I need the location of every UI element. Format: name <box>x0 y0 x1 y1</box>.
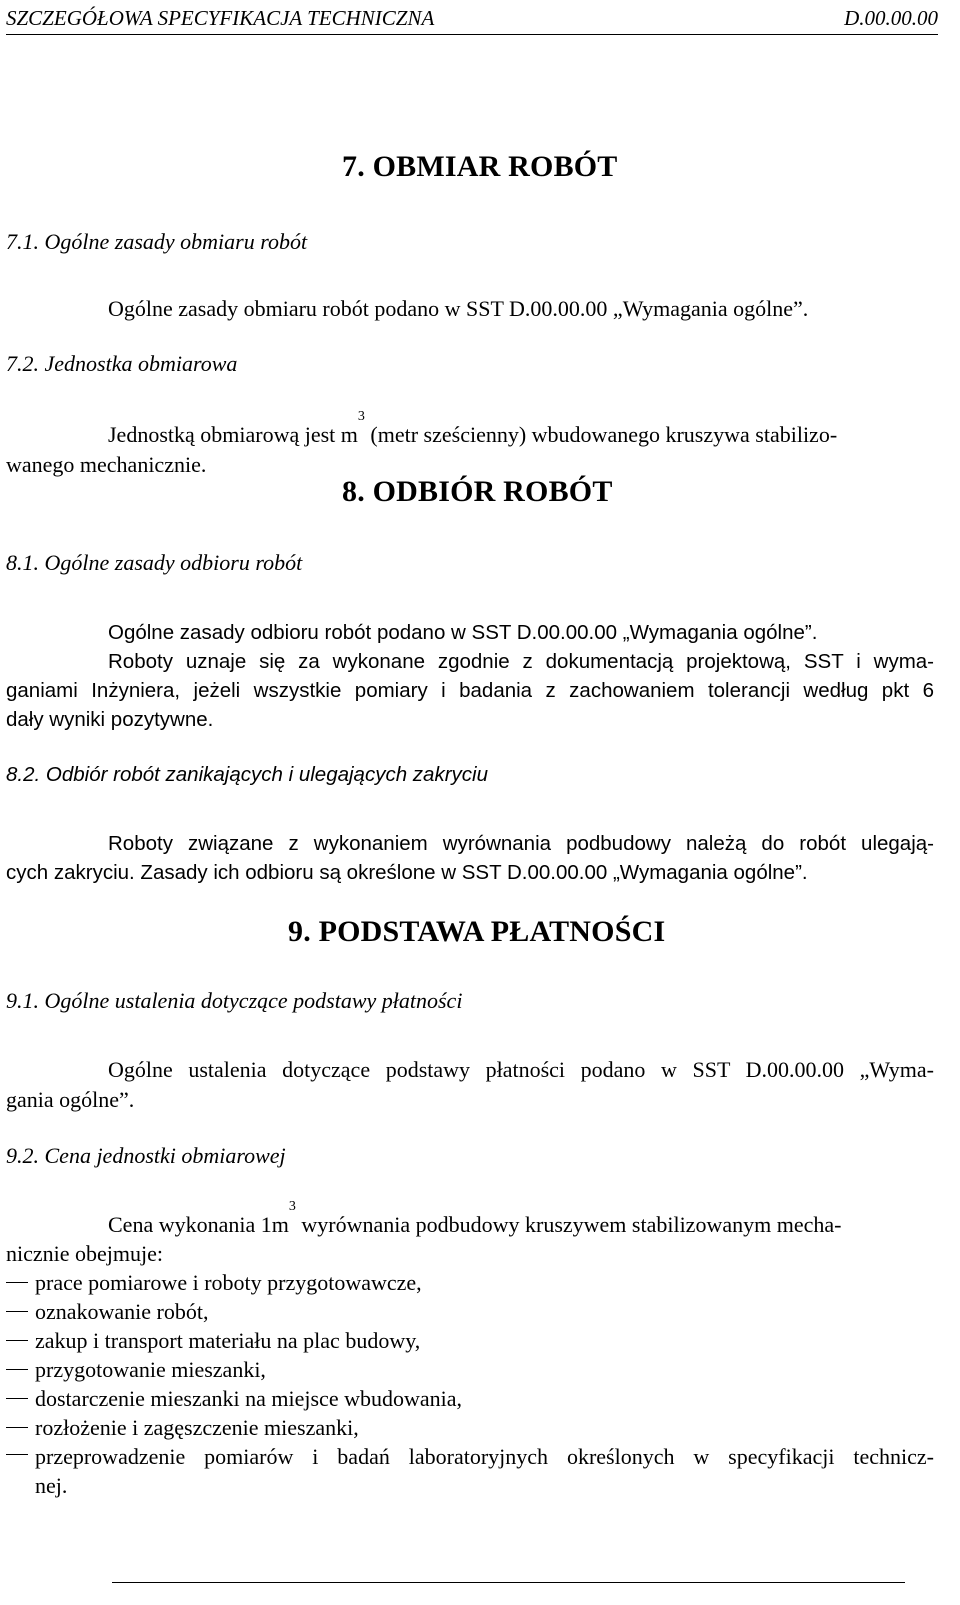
dash-bullet <box>6 1311 28 1312</box>
dash-bullet <box>6 1454 28 1455</box>
section-8-1-line4: dały wyniki pozytywne. <box>6 708 214 731</box>
page-header <box>6 4 938 35</box>
dash-bullet <box>6 1398 28 1399</box>
section-8-1-heading: 8.1. Ogólne zasady odbioru robót <box>6 550 303 575</box>
section-9-2-heading: 9.2. Cena jednostki obmiarowej <box>6 1143 286 1168</box>
list-item: przeprowadzenie pomiarów i badań laboratoryjnych określonych w specyfikacji technicz- <box>6 1442 934 1471</box>
list-item: prace pomiarowe i roboty przygotowawcze, <box>6 1268 422 1297</box>
section-8-2-line2: cych zakryciu. Zasady ich odbioru są określone w SST D.00.00.00 „Wymagania ogólne”. <box>6 861 808 884</box>
section-9-2-line2: nicznie obejmuje: <box>6 1241 163 1266</box>
section-7-2-heading: 7.2. Jednostka obmiarowa <box>6 351 238 376</box>
header-doc-code: D.00.00.00 <box>844 6 938 30</box>
section-7-2-text-line2: wanego mechanicznie. <box>6 452 207 477</box>
section-7-title: 7. OBMIAR ROBÓT <box>342 150 618 183</box>
section-7-1-text: Ogólne zasady obmiaru robót podano w SST D.00.00.00 „Wymagania ogólne”. <box>108 296 809 321</box>
section-7-2-text-line1: Jednostką obmiarową jest $m^3$ (metr sześcienny) wbudowanego kruszywa stabilizo- <box>108 409 838 447</box>
section-7-1-heading: 7.1. Ogólne zasady obmiaru robót <box>6 229 308 254</box>
list-item: przygotowanie mieszanki, <box>6 1355 266 1384</box>
section-9-1-heading: 9.1. Ogólne ustalenia dotyczące podstawy płatności <box>6 988 463 1013</box>
section-8-title: 8. ODBIÓR ROBÓT <box>342 475 613 508</box>
section-8-2-line1: Roboty związane z wykonaniem wyrównania podbudowy należą do robót ulegają- <box>108 832 934 855</box>
section-8-1-line1: Ogólne zasady odbioru robót podano w SST D.00.00.00 „Wymagania ogólne”. <box>108 621 818 644</box>
dash-bullet <box>6 1340 28 1341</box>
list-item: oznakowanie robót, <box>6 1297 209 1326</box>
list-item: dostarczenie mieszanki na miejsce wbudowania, <box>6 1384 462 1413</box>
section-9-1-line1: Ogólne ustalenia dotyczące podstawy płatności podano w SST D.00.00.00 „Wyma- <box>108 1057 934 1082</box>
section-9-2-line1: Cena wykonania $1m^3$ wyrównania podbudowy kruszywem stabilizowanym mecha- <box>108 1199 842 1237</box>
header-title: SZCZEGÓŁOWA SPECYFIKACJA TECHNICZNA <box>6 6 435 30</box>
list-item: zakup i transport materiału na plac budowy, <box>6 1326 420 1355</box>
section-9-1-line2: gania ogólne”. <box>6 1087 135 1112</box>
list-item-continuation: nej. <box>35 1473 68 1498</box>
footer-rule <box>112 1582 905 1583</box>
list-item: rozłożenie i zagęszczenie mieszanki, <box>6 1413 359 1442</box>
dash-bullet <box>6 1369 28 1370</box>
section-8-1-line3: ganiami Inżyniera, jeżeli wszystkie pomiary i badania z zachowaniem tolerancji według pkt 6 <box>6 679 934 702</box>
dash-bullet <box>6 1282 28 1283</box>
section-9-title: 9. PODSTAWA PŁATNOŚCI <box>288 915 666 948</box>
section-8-1-line2: Roboty uznaje się za wykonane zgodnie z dokumentacją projektową, SST i wyma- <box>108 650 934 673</box>
section-8-2-heading: 8.2. Odbiór robót zanikających i ulegających zakryciu <box>6 763 488 786</box>
dash-bullet <box>6 1427 28 1428</box>
